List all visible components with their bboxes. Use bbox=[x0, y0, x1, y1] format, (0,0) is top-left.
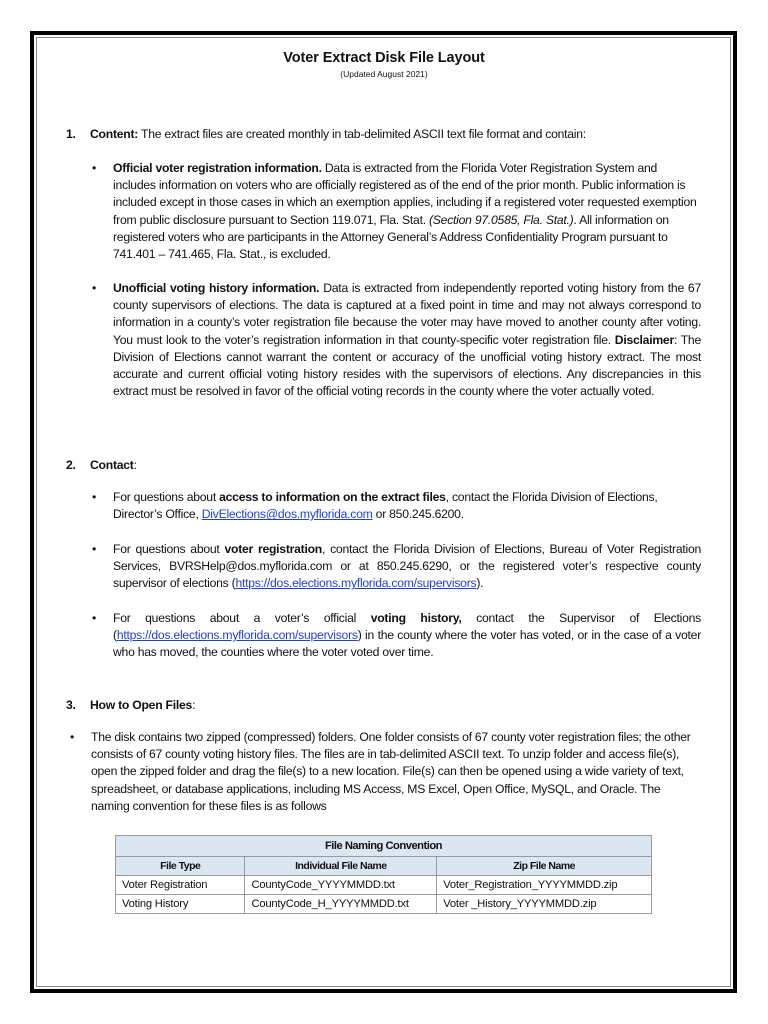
file-naming-table bbox=[115, 835, 652, 914]
bullet-bold: access to information on the extract files bbox=[219, 490, 446, 504]
section-title: How to Open Files bbox=[90, 698, 193, 712]
table-caption: File Naming Convention bbox=[116, 836, 652, 857]
table-cell: Voter _History_YYYYMMDD.zip bbox=[437, 895, 652, 914]
column-header-file-type: File Type bbox=[116, 857, 245, 876]
section-number: 3. bbox=[66, 698, 76, 712]
bullet-icon: • bbox=[92, 490, 97, 504]
section-title: Content bbox=[90, 127, 135, 141]
bullet-text: ) in the county where the voter has voted, or in the case of a voter who has moved, the counties where the voter voted over time. bbox=[113, 628, 701, 660]
section-contact-heading bbox=[66, 457, 137, 474]
bullet-text: : The Division of Elections cannot warrant the content or accuracy of the unofficial voting history extract. The most accurate and current official voting history resides with the supervisors of elections. Any discrepancies in this extract must be resolved in favor of the official voting records in the county where the voter actually voted. bbox=[113, 332, 701, 399]
bullet-text: For questions about a voter’s official bbox=[113, 611, 371, 625]
table-row bbox=[116, 876, 652, 895]
document-subtitle: (Updated August 2021) bbox=[340, 69, 428, 79]
bullet-text: For questions about bbox=[113, 490, 220, 504]
section-number: 2. bbox=[66, 458, 76, 472]
table-cell: CountyCode_YYYYMMDD.txt bbox=[245, 876, 437, 895]
bullet-icon: • bbox=[92, 161, 97, 175]
bullet-text: or 850.245.6200. bbox=[372, 507, 464, 522]
column-header-zip-file-name: Zip File Name bbox=[437, 857, 652, 876]
bullet-lead: Official voter registration information. bbox=[113, 161, 322, 175]
table-cell: Voting History bbox=[116, 895, 245, 914]
list-item-unofficial-history bbox=[92, 280, 701, 400]
section-intro: The extract files are created monthly in tab-delimited ASCII text file format and contain: bbox=[138, 127, 586, 141]
bullet-icon: • bbox=[92, 611, 97, 625]
bullet-text: Data is extracted from the Florida Voter Registration System and includes information on voters who are officially registered as of the end of the prior month. Public information is included except in those cases in which an exemption applies, including if a registered voter requested exemption from public disclosure pursuant to Section 119.071, Fla. Stat. bbox=[113, 161, 697, 227]
bullet-text: , contact the Florida Division of Elections, Director’s Office, bbox=[113, 490, 658, 522]
bullet-text: The disk contains two zipped (compressed) folders. One folder consists of 67 county voter registration files; the other consists of 67 county voting history files. The files are in tab-delimited ASCII text. To unzip folder and access file(s), open the zipped folder and drag the file(s) to a new location. File(s) can then be opened using a wide variety of text, spreadsheet, or database applications, including MS Access, MS Excel, Open Office, MySQL, and Oracle. The naming convention for these files is as follows bbox=[91, 730, 691, 813]
bullet-bold: voting history, bbox=[370, 611, 462, 625]
email-link-divelections[interactable]: DivElections@dos.myflorida.com bbox=[201, 507, 373, 522]
section-number: 1. bbox=[66, 127, 76, 141]
bullet-text: . All information on registered voters who are participants in the Attorney General’s Address Confidentiality Program pursuant to 741.401 – 741.465, Fla. Stat., is excluded. bbox=[113, 212, 669, 262]
bullet-text: contact the Supervisor of Elections ( bbox=[113, 611, 702, 643]
document-title: Voter Extract Disk File Layout bbox=[283, 50, 485, 66]
table-cell: Voter Registration bbox=[116, 876, 245, 895]
list-item-contact-access bbox=[92, 489, 701, 523]
bullet-icon: • bbox=[92, 281, 97, 295]
list-item-open-files bbox=[70, 729, 701, 815]
column-header-individual-file-name: Individual File Name bbox=[245, 857, 437, 876]
section-how-to-open-heading bbox=[66, 697, 195, 714]
table-row bbox=[116, 895, 652, 914]
statute-citation: (Section 97.0585, Fla. Stat.) bbox=[428, 212, 574, 227]
section-content-heading: 1. Content: The extract files are created monthly in tab-delimited ASCII text file format and contain: bbox=[66, 126, 586, 143]
bullet-text: , contact the Florida Division of Elections, Bureau of Voter Registration Services, BVRSHelp@dos.myflorida.com or at 850.245.6290, or the registered voter’s respective county supervisor of elections ( bbox=[113, 542, 702, 591]
table-cell: CountyCode_H_YYYYMMDD.txt bbox=[245, 895, 437, 914]
section-title: Contact bbox=[90, 458, 134, 472]
bullet-icon: • bbox=[92, 542, 97, 556]
table-cell: Voter_Registration_YYYYMMDD.zip bbox=[437, 876, 652, 895]
disclaimer-label: Disclaimer bbox=[614, 332, 674, 347]
list-item-official-registration bbox=[92, 160, 701, 263]
bullet-lead: Unofficial voting history information. bbox=[113, 281, 320, 295]
supervisors-link[interactable]: https://dos.elections.myflorida.com/supervisors bbox=[235, 576, 477, 591]
bullet-bold: voter registration bbox=[224, 542, 323, 556]
heading-colon: : bbox=[192, 698, 196, 712]
heading-colon: : bbox=[133, 458, 137, 472]
supervisors-link[interactable]: https://dos.elections.myflorida.com/supervisors bbox=[116, 628, 358, 643]
bullet-text: For questions about bbox=[113, 542, 225, 556]
list-item-contact-registration bbox=[92, 541, 702, 593]
bullet-text: Data is extracted from independently reported voting history from the 67 county supervisors of elections. The data is captured at a fixed point in time and may not always correspond to information in a county’s voter registration file because the voter may have moved to another county after voting. You must look to the voter’s registration information in that county-specific voter registration file. bbox=[113, 281, 701, 347]
bullet-icon: • bbox=[70, 730, 75, 744]
bullet-text: ). bbox=[476, 576, 484, 591]
list-item-contact-history bbox=[92, 610, 702, 662]
